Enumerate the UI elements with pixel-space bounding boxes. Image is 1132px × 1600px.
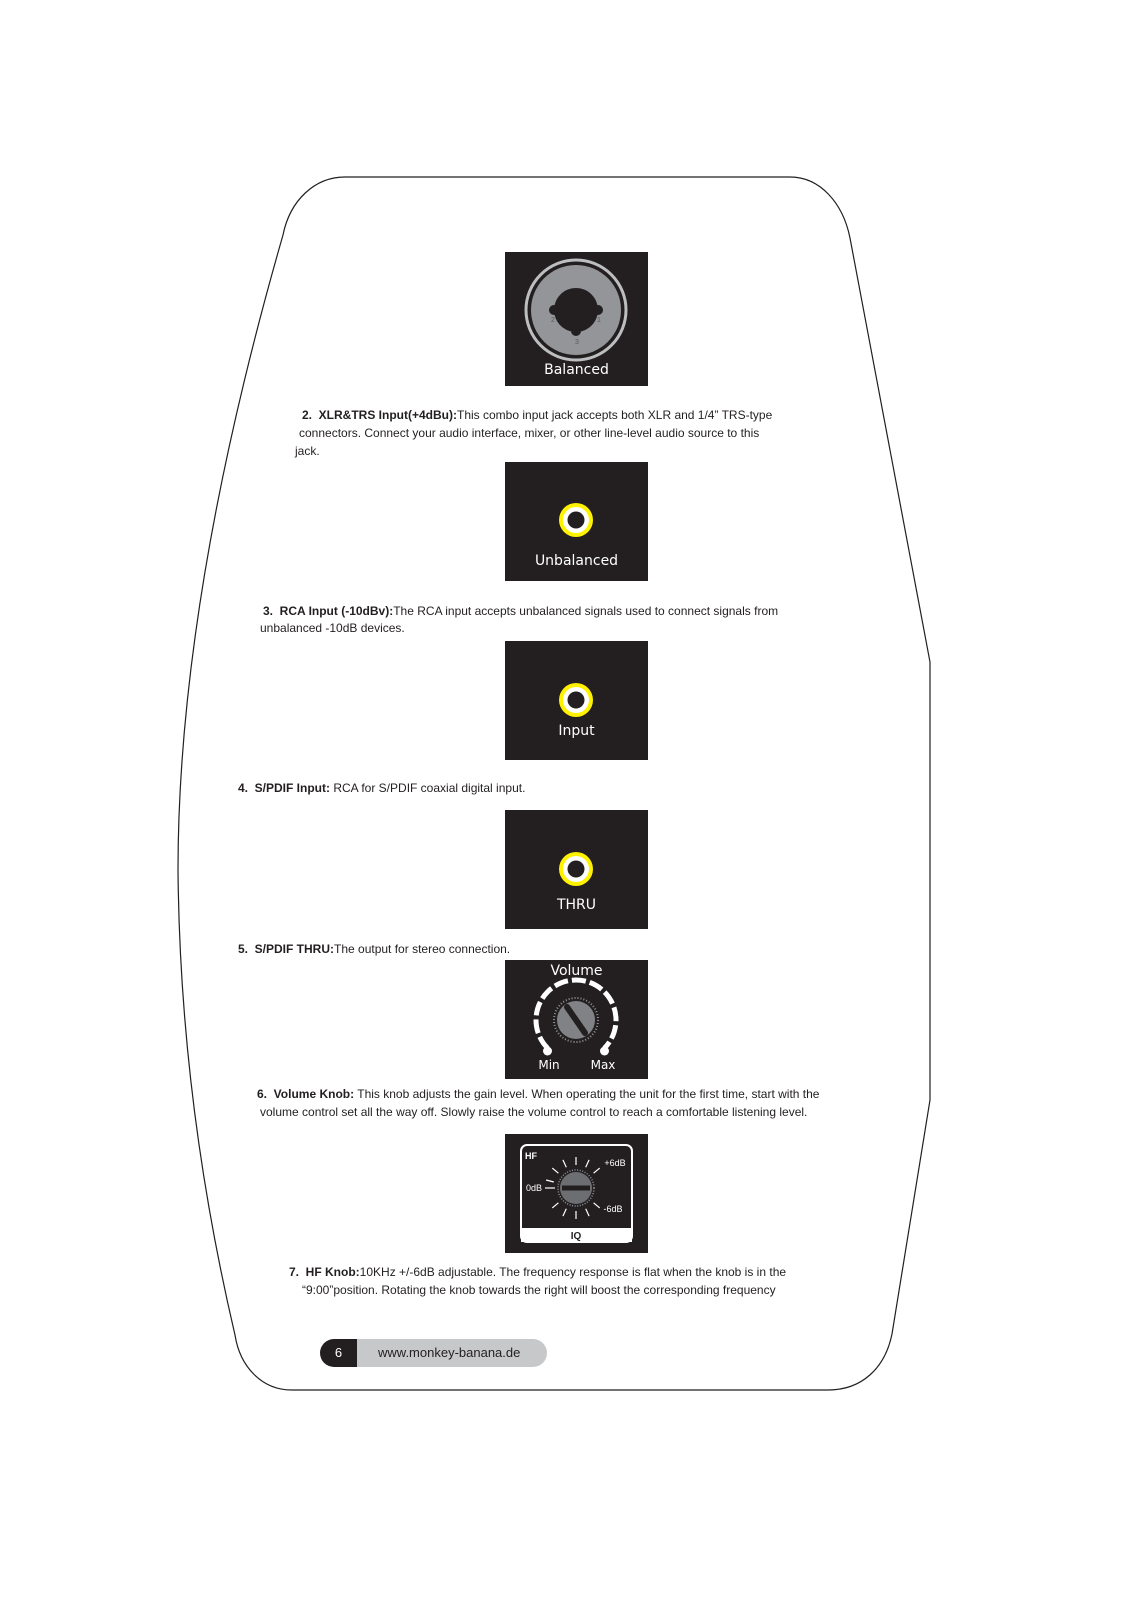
item-6-heading: 6. Volume Knob:	[257, 1087, 355, 1101]
volume-knob-panel	[505, 960, 648, 1079]
page-number: 6	[320, 1339, 357, 1367]
hf-plus-6db-label: +6dB	[604, 1158, 626, 1168]
item-4-line-1	[238, 780, 525, 796]
item-4-heading: 4. S/PDIF Input:	[238, 781, 330, 795]
panel-label-volume: Volume	[550, 963, 603, 979]
panel-label-balanced: Balanced	[544, 362, 609, 378]
item-7-heading: 7. HF Knob:	[289, 1265, 360, 1279]
item-7-line-2: “9:00”position. Rotating the knob towards the right will boost the corresponding frequency	[302, 1283, 776, 1297]
item-2-text: This combo input jack accepts both XLR and 1/4” TRS-type	[457, 408, 773, 422]
item-6-line-2: volume control set all the way off. Slowly raise the volume control to reach a comfortable listening level.	[260, 1105, 808, 1119]
item-4-text: RCA for S/PDIF coaxial digital input.	[330, 781, 526, 795]
item-7-text: 10KHz +/-6dB adjustable. The frequency response is flat when the knob is in the	[359, 1265, 787, 1279]
iq-logo: IQ	[570, 1231, 582, 1242]
spdif-input-panel	[505, 641, 648, 760]
volume-min-label: Min	[538, 1058, 560, 1072]
pin-number-1: 1	[597, 317, 601, 324]
pin-number-3: 3	[575, 339, 579, 346]
item-2-line-2: connectors. Connect your audio interface, mixer, or other line-level audio source to this	[299, 426, 760, 440]
item-2-line-3: jack.	[295, 444, 320, 458]
balanced-input-panel	[505, 252, 648, 386]
hf-knob-icon	[505, 1134, 648, 1253]
item-5-line-1	[238, 941, 510, 957]
panel-label-unbalanced: Unbalanced	[534, 553, 619, 569]
hf-label: HF	[525, 1151, 537, 1161]
item-2-heading: 2. XLR&TRS Input(+4dBu):	[302, 408, 457, 422]
item-2-line-1	[302, 407, 772, 423]
volume-max-label: Max	[590, 1058, 616, 1072]
item-3-heading: 3. RCA Input (-10dBv):	[263, 604, 394, 618]
panel-label-input: Input	[558, 723, 595, 739]
item-3-text: The RCA input accepts unbalanced signals used to connect signals from	[393, 604, 779, 618]
item-6-line-1	[257, 1086, 819, 1102]
website-url: www.monkey-banana.de	[357, 1339, 547, 1367]
item-5-text: The output for stereo connection.	[334, 942, 511, 956]
panel-label-thru: THRU	[556, 897, 597, 913]
pin-number-2: 2	[551, 317, 555, 324]
page-footer	[320, 1339, 547, 1367]
hf-knob-panel	[505, 1134, 648, 1253]
item-7-line-1	[289, 1264, 786, 1280]
item-3-line-2: unbalanced -10dB devices.	[260, 621, 405, 635]
hf-minus-6db-label: -6dB	[603, 1204, 623, 1214]
item-3-line-1	[263, 603, 778, 619]
hf-0db-label: 0dB	[525, 1183, 543, 1193]
item-5-heading: 5. S/PDIF THRU:	[238, 942, 335, 956]
unbalanced-input-panel	[505, 462, 648, 581]
rca-jack-icon	[505, 641, 648, 760]
item-6-text: This knob adjusts the gain level. When operating the unit for the first time, start with the	[354, 1087, 820, 1101]
spdif-thru-panel	[505, 810, 648, 929]
